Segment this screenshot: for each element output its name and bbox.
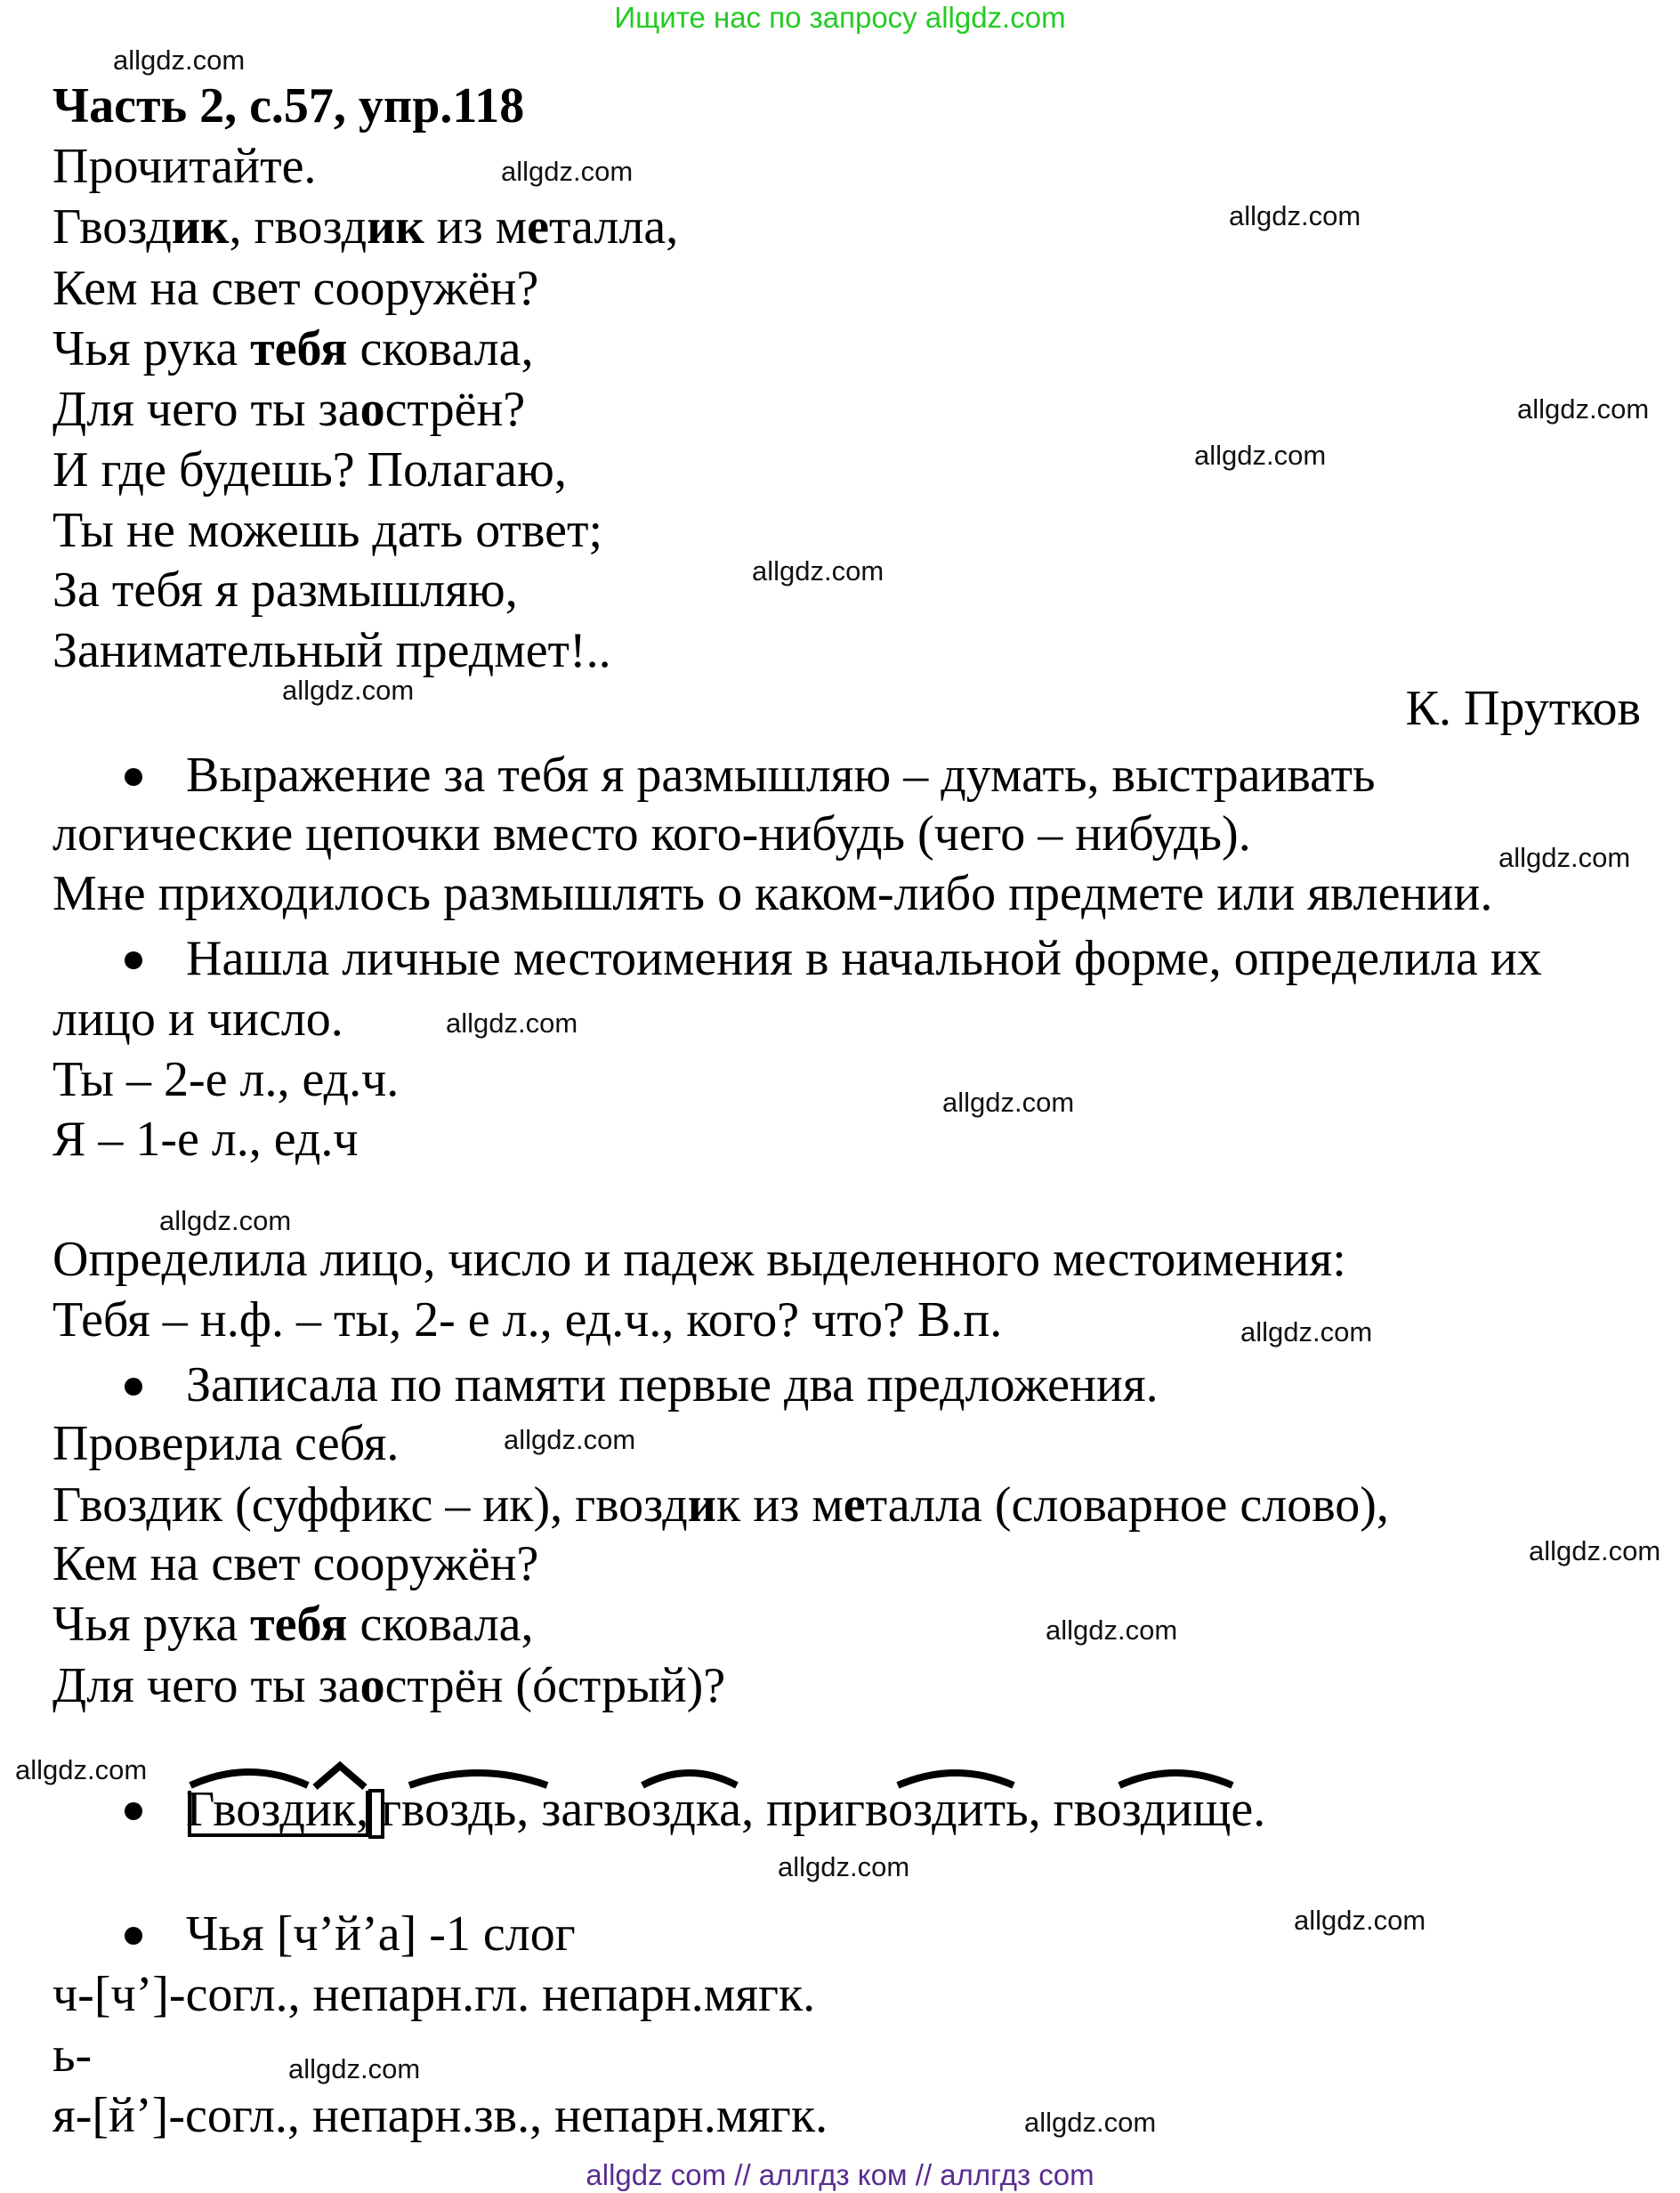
- root-arc-mark: [642, 1773, 737, 1785]
- watermark: allgdz.com: [159, 1205, 292, 1236]
- watermark: allgdz.com: [1294, 1905, 1426, 1936]
- text: талла (словарное слово),: [865, 1477, 1389, 1533]
- text: Нашла личные местоимения в начальной форме, определила их: [186, 931, 1542, 986]
- text: Ты – 2-е л., ед.ч.: [52, 1052, 400, 1107]
- bold-text: и: [687, 1477, 717, 1533]
- text: И где будешь? Полагаю,: [52, 442, 567, 498]
- text: Гвоздик (суффикс – ик), гвозд: [52, 1477, 688, 1533]
- text: ь-: [52, 2027, 93, 2083]
- bold-text: о: [359, 382, 385, 437]
- root-arc-mark: [190, 1772, 308, 1785]
- watermark: allgdz.com: [288, 2053, 421, 2084]
- text: Кем на свет сооружён?: [52, 1536, 539, 1591]
- bold-text: тебя: [250, 1597, 348, 1652]
- stem-box-mark: [190, 1791, 368, 1835]
- watermark: allgdz.com: [501, 156, 634, 187]
- watermark: allgdz.com: [504, 1424, 636, 1455]
- text: Занимательный предмет!..: [52, 623, 611, 678]
- text: Прочитайте.: [52, 139, 317, 194]
- text: Чья рука: [52, 321, 251, 376]
- watermark: allgdz.com: [15, 1754, 148, 1785]
- text: Гвоздик, гвоздь, загвоздка, пригвоздить, гвоздище.: [186, 1782, 1266, 1837]
- text: Ты не можешь дать ответ;: [52, 503, 603, 558]
- bold-text: Часть 2, с.57, упр.118: [52, 78, 525, 134]
- text: Гвозд: [52, 199, 172, 255]
- text: Тебя – н.ф. – ты, 2- е л., ед.ч., кого? что? В.п.: [52, 1292, 1003, 1347]
- text: стрён?: [384, 382, 526, 437]
- text: Я – 1-е л., ед.ч: [52, 1112, 359, 1167]
- watermark: allgdz.com: [446, 1007, 578, 1039]
- watermark: allgdz.com: [282, 675, 415, 706]
- watermark: allgdz.com: [1046, 1614, 1178, 1646]
- bold-text: ик: [171, 199, 230, 255]
- text: к из м: [716, 1477, 844, 1533]
- bold-text: тебя: [250, 321, 348, 376]
- watermark: allgdz.com: [1517, 393, 1650, 425]
- text: Определила лицо, число и падеж выделенного местоимения:: [52, 1232, 1346, 1287]
- watermark: allgdz.com: [1498, 842, 1631, 873]
- ending-box-mark: [370, 1791, 383, 1837]
- watermark: allgdz.com: [1024, 2107, 1157, 2138]
- watermark: allgdz.com: [1229, 200, 1361, 231]
- text: логические цепочки вместо кого-нибудь (чего – нибудь).: [52, 806, 1251, 862]
- text: Для чего ты за: [52, 382, 360, 437]
- root-arc-mark: [898, 1773, 1014, 1785]
- watermark: allgdz.com: [778, 1851, 910, 1882]
- text: талла,: [549, 199, 679, 255]
- watermark: allgdz.com: [942, 1087, 1075, 1118]
- text: стрён (óстрый)?: [384, 1658, 726, 1713]
- bold-text: о: [359, 1658, 385, 1713]
- text: сковала,: [347, 321, 534, 376]
- text: Проверила себя.: [52, 1416, 400, 1471]
- watermark: allgdz.com: [1529, 1535, 1661, 1566]
- footer-links: allgdz com // аллгдз ком // аллгдз com: [586, 2158, 1094, 2191]
- watermark: allgdz.com: [1240, 1316, 1373, 1347]
- text: из м: [424, 199, 528, 255]
- text: , гвозд: [229, 199, 368, 255]
- poem-author: К. Прутков: [1405, 681, 1641, 736]
- text: Чья рука: [52, 1597, 251, 1652]
- text: Записала по памяти первые два предложения.: [186, 1357, 1159, 1412]
- text: Кем на свет сооружён?: [52, 261, 539, 316]
- text: За тебя я размышляю,: [52, 562, 518, 618]
- text: Для чего ты за: [52, 1658, 360, 1713]
- root-arc-mark: [409, 1773, 547, 1785]
- bold-text: е: [527, 199, 549, 255]
- text: Выражение за тебя я размышляю – думать, выстраивать: [186, 748, 1376, 803]
- text: сковала,: [347, 1597, 534, 1652]
- suffix-cap-mark: [315, 1766, 365, 1787]
- text: лицо и число.: [52, 991, 343, 1047]
- text: Мне приходилось размышлять о каком-либо предмете или явлении.: [52, 866, 1493, 921]
- bold-text: ик: [367, 199, 424, 255]
- text: ч-[ч’]-согл., непарн.гл. непарн.мягк.: [52, 1967, 816, 2022]
- watermark: allgdz.com: [113, 45, 246, 76]
- search-hint-banner: Ищите нас по запросу allgdz.com: [614, 1, 1066, 34]
- watermark: allgdz.com: [752, 555, 884, 587]
- watermark: allgdz.com: [1194, 440, 1327, 471]
- root-arc-mark: [1119, 1773, 1232, 1785]
- text: Чья [ч’й’а] -1 слог: [186, 1906, 576, 1962]
- bold-text: е: [843, 1477, 866, 1533]
- text: я-[й’]-согл., непарн.зв., непарн.мягк.: [52, 2088, 828, 2143]
